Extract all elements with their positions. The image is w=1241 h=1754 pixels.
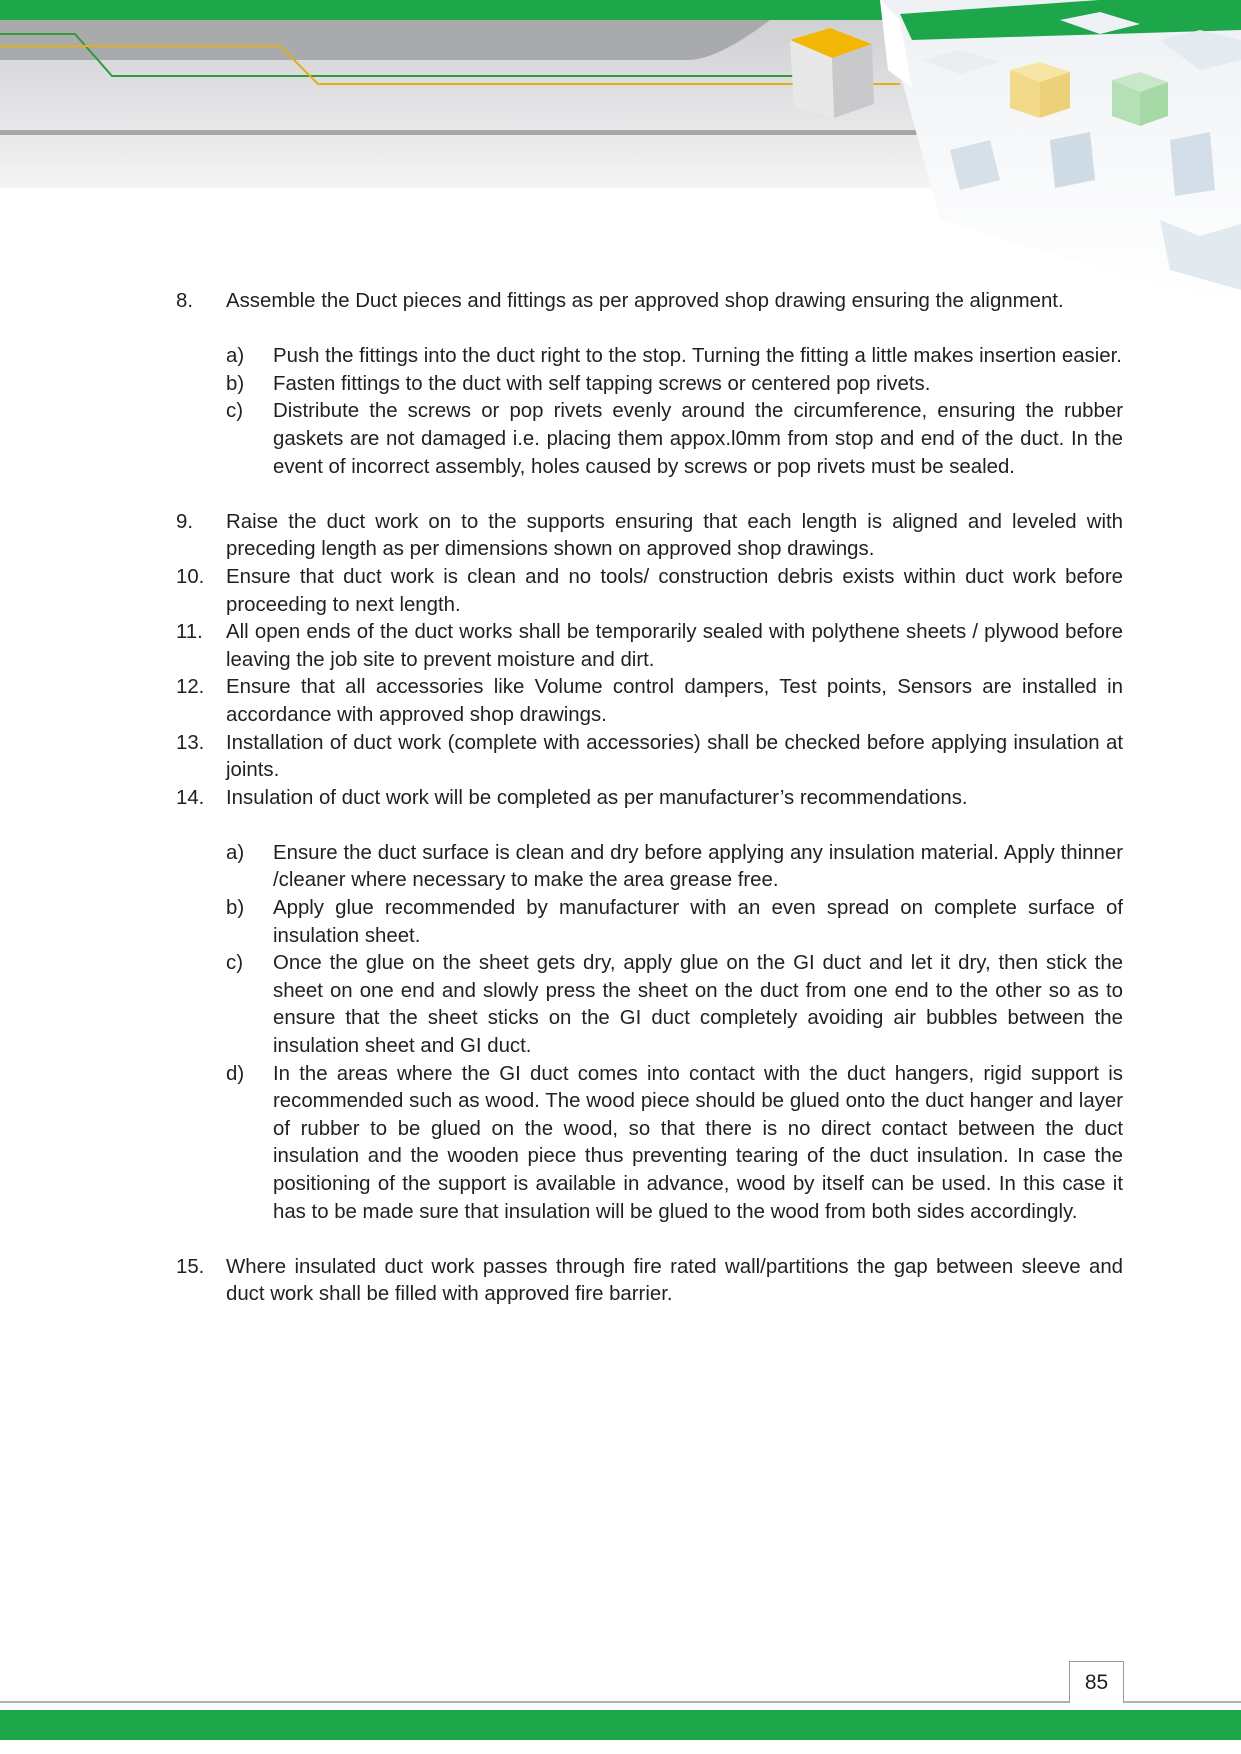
item-text: Raise the duct work on to the supports ensuring that each length is aligned and leveled with preceding length as per dimensions shown on approved shop drawings. <box>226 510 1123 561</box>
sub-list-item <box>226 398 1123 481</box>
sub-list-item <box>226 1061 1123 1227</box>
item-text: Installation of duct work (complete with accessories) shall be checked before applying insulation at joints. <box>226 731 1123 782</box>
item-text: All open ends of the duct works shall be temporarily sealed with polythene sheets / plywood before leaving the job site to prevent moisture and dirt. <box>226 621 1123 671</box>
sub-item-label: b) <box>226 897 245 920</box>
item-number: 12. <box>176 676 205 699</box>
item-number: 8. <box>176 290 194 312</box>
item-number: 11. <box>176 621 203 644</box>
list-item <box>176 288 1123 316</box>
list-item <box>176 674 1123 729</box>
sub-item-text: In the areas where the GI duct comes into contact with the duct hangers, rigid support is recommended such as wood. The wood piece should be glued onto the duct hanger and layer of rubber to be glued on the wood, so that there is no direct contact between the duct insulation and the wooden piece thus preventing tearing of the duct insulation. In case the positioning of the support is available in advance, wood by itself can be used. In this case it has to be made sure that insulation will be glued to the wood from both sides accordingly. <box>273 1062 1123 1223</box>
footer-bar <box>0 1710 1241 1740</box>
page-number: 85 <box>1069 1661 1124 1703</box>
item-text: Insulation of duct work will be completed as per manufacturer’s recommendations. <box>226 786 968 809</box>
sub-list-item <box>226 343 1123 371</box>
sub-item-text: Distribute the screws or pop rivets evenly around the circumference, ensuring the rubber gaskets are not damaged i.e. placing them appox.l0mm from stop and end of the duct. In the event of incorrect assembly, holes caused by screws or pop rivets must be sealed. <box>273 400 1123 478</box>
sub-item-label: a) <box>226 345 245 368</box>
sub-list-item <box>226 840 1123 895</box>
sub-item-label: c) <box>226 952 243 975</box>
sub-item-text: Push the fittings into the duct right to the stop. Turning the fitting a little makes insertion easier. <box>273 345 1122 368</box>
footer-rule <box>0 1701 1241 1703</box>
sub-list-item <box>226 371 1123 399</box>
document-body <box>176 288 1123 1309</box>
list-item <box>176 785 1123 813</box>
sub-item-text: Ensure the duct surface is clean and dry before applying any insulation material. Apply thinner /cleaner where necessary to make the area grease free. <box>273 841 1123 892</box>
sub-list-item <box>226 895 1123 950</box>
sub-item-text: Once the glue on the sheet gets dry, apply glue on the GI duct and let it dry, then stick the sheet on one end and slowly press the sheet on the duct from one end to the other so as to ensure that the sheet sticks on the GI duct completely avoiding air bubbles between the insulation sheet and GI duct. <box>273 952 1123 1058</box>
sub-item-label: c) <box>226 400 243 423</box>
item-text: Where insulated duct work passes through fire rated wall/partitions the gap between sleeve and duct work shall be filled with approved fire barrier. <box>226 1255 1123 1306</box>
item-number: 15. <box>176 1255 205 1278</box>
item-text: Ensure that all accessories like Volume control dampers, Test points, Sensors are installed in accordance with approved shop drawings. <box>226 676 1123 726</box>
sub-item-label: a) <box>226 841 245 864</box>
item-text: Assemble the Duct pieces and fittings as per approved shop drawing ensuring the alignment. <box>226 290 1064 312</box>
list-item <box>176 1254 1123 1309</box>
item-number: 9. <box>176 510 194 533</box>
item-text: Ensure that duct work is clean and no tools/ construction debris exists within duct work before proceeding to next length. <box>226 565 1123 616</box>
sub-item-text: Apply glue recommended by manufacturer with an even spread on complete surface of insulation sheet. <box>273 897 1123 947</box>
list-item <box>176 730 1123 785</box>
sub-item-text: Fasten fittings to the duct with self tapping screws or centered pop rivets. <box>273 372 931 395</box>
list-item <box>176 509 1123 564</box>
sub-item-label: b) <box>226 372 245 395</box>
sub-list-item <box>226 950 1123 1060</box>
item-number: 13. <box>176 731 205 754</box>
list-item <box>176 619 1123 674</box>
list-item <box>176 564 1123 619</box>
sub-item-label: d) <box>226 1062 245 1085</box>
item-number: 10. <box>176 565 205 588</box>
page-header-banner <box>0 0 1241 310</box>
item-number: 14. <box>176 786 205 809</box>
